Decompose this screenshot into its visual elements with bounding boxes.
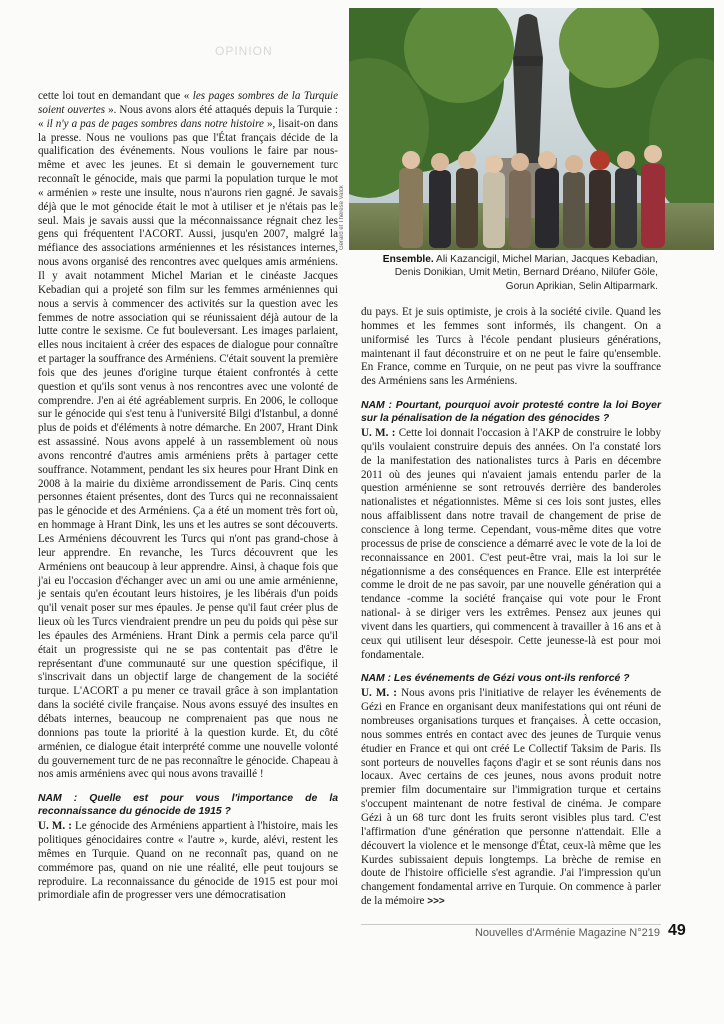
speaker-label: U. M. : — [361, 687, 397, 700]
caption-label: Ensemble. — [382, 254, 434, 265]
photo-illustration — [349, 8, 714, 250]
answer-text: Le génocide des Arméniens appartient à l'histoire, mais les politiques génocidaires contre « l'autre », kurde, alévi, restent les mêmes en Turquie. Quand on ne reconnaît pas, quand on ne commémore pas, quand on nie une réalité, elle peut toujours se reproduire. La reconnaissance du génocide de 1915 est pour moi primordiale afin de progresser vers une démocratisation — [38, 820, 338, 902]
show-through-heading: OPINION — [215, 44, 273, 58]
speaker-label: U. M. : — [38, 820, 72, 833]
question-heading: NAM : Les événements de Gézi vous ont-ils renforcé ? — [361, 673, 630, 685]
answer-text: Nous avons pris l'initiative de relayer les événements de Gézi en France en organisant deux manifestations qui ont réuni de nombreuses organisations turques et françaises. À cette occasion, nous sommes entrés en contact avec des jeunes de Turquie venus étudier en France et qui ont créé Le Collectif Taksim de Paris. Ils sont porteurs de nouvelles façons d'agir et se sont réunis dans nos locaux. Avec certains de ces jeunes, nous avons produit notre premier film documentaire sur l'immigration turque et certains s'occupent maintenant de notre festival de cinéma. Je compare Gézi à un 68 turc dont les fruits seront visibles plus tard. C'est l'affirmation d'une génération que personne n'attendait. Elle a découvert la violence et le mensonge d'État, ceux-là même que les Kurdes subissaient depuis longtemps. La brèche de remise en doute de l'histoire officielle s'est agrandie. J'ai l'impression qu'un changement fondamental arrive en Turquie. On commence à parler de la mémoire — [361, 687, 661, 908]
intro-paragraph — [38, 90, 338, 782]
page-number: 49 — [668, 922, 686, 939]
footer-divider — [361, 924, 661, 925]
photo-caption — [368, 253, 658, 293]
answer-paragraph — [361, 687, 661, 909]
right-column — [361, 306, 661, 909]
question-heading: NAM : Pourtant, pourquoi avoir protesté contre la loi Boyer sur la pénalisation de la négation des génocides ? — [361, 400, 661, 425]
answer-paragraph — [38, 820, 338, 903]
answer-paragraph — [361, 427, 661, 662]
text-run: », lisait-on dans la presse. Nous ne voulions pas que l'État français décide de la qualification des événements. Nous voulions le faire par nous-même et avec les jeunes. Et si demain le gouvernement turc reconnaît le génocide, mais que parmi la population turque le mot « arménien » reste une insulte, nous n'aurons rien gagné. Je savais déjà que le mot génocide était le mot à utiliser et je n'étais pas le seul. Mais je savais aussi que la méconnaissance régnait chez les gens qui fréquentent l'ACORT. Aussi, jusqu'en 2007, malgré la méfiance des associations arméniennes et les résistances internes, nous avons organisé des rencontres avec quelques amis arméniens. Il y avait notamment Michel Marian et le cinéaste Jacques Kebadian qui a projeté son film sur les femmes arméniennes qui nous a servis à commencer des activités sur la question avec les femmes de notre association qui se réunissaient déjà autour de la lutte contre le sexisme. Ce fut bouleversant. Les images parlaient, elles nous incitaient à créer des espaces de dialogue pour connaître et partager la souffrance des Arméniens. C'était souvent la première fois que des jeunes d'origine turque étaient confrontés à cette question et qu'ils sont venus à nos rencontres avec une volonté de comprendre. J'en ai été agréablement surpris. En 2006, le colloque sur le génocide qui s'est tenu à l'université Bilgi d'Istanbul, a donné plus de poids et d'éléments à notre démarche. En 2007, Hrant Dink est assassiné. Nous avons appelé à un rassemblement où nous avons rencontré d'autres amis arméniens prêts à partager cette souffrance. Notamment, pendant les six heures pour Hrant Dink en 2008 à la mairie du dixième arrondissement de Paris. Cinq cents personnes étaient présentes, dont des Turcs qui ne reconnaissaient pas le génocide et des Arméniens. Ça a été un moment très fort où, en hommage à Hrant Dink, les uns et les autres se sont découverts. Les Arméniens découvrent les Turcs qui n'ont pas grand-chose à leur apprendre. En revanche, les Turcs découvrent que les Arméniens ont beaucoup à leur apprendre. Ainsi, à chaque fois que j'ai eu l'occasion d'échanger avec un ami ou une amie arménienne, je sentais qu'en écoutant leurs histoires, je les libérais d'un poids qu'il venait poser sur mes épaules. Je pense qu'il faut créer plus de lieux où les Turcs viendraient prendre un peu du poids qui pèse sur les épaules des Arméniens. Hrant Dink a permis cela parce qu'il était un progressiste qui ne se pas contentait pas d'être le représentant d'une communauté sur une question spécifique, il s'inscrivait dans un objectif large de changement de la société turque. L'ACORT a pu mener ce travail grâce à son implantation dans la société civile française. Nous avons essuyé des insultes en débats internes, beaucoup ne comprenaient pas que nous ne donnions pas toute la priorité à la question kurde. Et, du côté arménien, ce dialogue était interprété comme une nouvelle volonté du gouvernement turc de ne pas reconnaître le génocide. Chapeau à nos amis arméniens avec qui nous avons travaillé ! — [38, 117, 338, 781]
question-heading: NAM : Quelle est pour vous l'importance de la reconnaissance du génocide de 1915 ? — [38, 793, 338, 818]
answer-text: Cette loi donnait l'occasion à l'AKP de construire le lobby qu'ils voulaient construire depuis des années. On l'a constaté lors de la manifestation des nationalistes turcs à Paris en décembre 2011 où des jeunes qui n'avaient jamais entendu parler de la question arménienne se sont retrouvés derrière des banderoles nationalistes et négationnistes. Même si ces lois sont justes, elles nous affaiblissent dans notre travail de changement de prise de conscience à long terme. Cependant, vous-même dites que votre processus de prise de conscience a démarré avec le vote de la loi de reconnaissance en 2001. C'est peut-être vrai, mais la loi sur le négationnisme a des conséquences en France. Elle est interprétée comme le droit de ne pas savoir, par une nouvelle génération qui a tendance -comme la société française qui vote pour le Front national- à se diriger vers les extrêmes. Pensez aux jeunes qui vivent dans les quartiers, qui commencent à travailler à 16 ans et à ceux qui utilisent leur désespoir. Cette jeunesse-là est pour moi fondamentale. — [361, 427, 661, 661]
continue-arrows: >>> — [427, 896, 445, 908]
photo-credit: Gérard et Thérèse Valck — [339, 185, 345, 250]
text-run: cette loi tout en demandant que « — [38, 90, 193, 102]
group-photo — [349, 8, 714, 250]
right-intro-paragraph: du pays. Et je suis optimiste, je crois à la société civile. Quand les hommes et les femmes sont informés, ils changent. On a uniformisé les Turcs à l'école pendant plusieurs générations, maintenant il faut déconstruire et on ne peut le faire qu'ensemble. En France, comme en Turquie, on ne peut pas vivre la souffrance des Arméniens sans les Arméniens. — [361, 306, 661, 388]
speaker-label: U. M. : — [361, 427, 396, 440]
text-run: ». Nous avons alors été attaqués depuis la Turquie : « — [38, 103, 339, 130]
left-column — [38, 90, 338, 903]
magazine-footer: Nouvelles d'Arménie Magazine N°219 — [474, 927, 660, 939]
caption-text: Ali Kazancigil, Michel Marian, Jacques Kebadian, Denis Donikian, Umit Metin, Bernard Dréano, Nilüfer Göle, Gorun Aprikian, Selin Altiparmark. — [394, 254, 658, 292]
italic-quote: il n'y a pas de pages sombres dans notre histoire — [46, 117, 264, 130]
italic-quote: les pages sombres de la Turquie soient ouvertes — [38, 90, 338, 116]
